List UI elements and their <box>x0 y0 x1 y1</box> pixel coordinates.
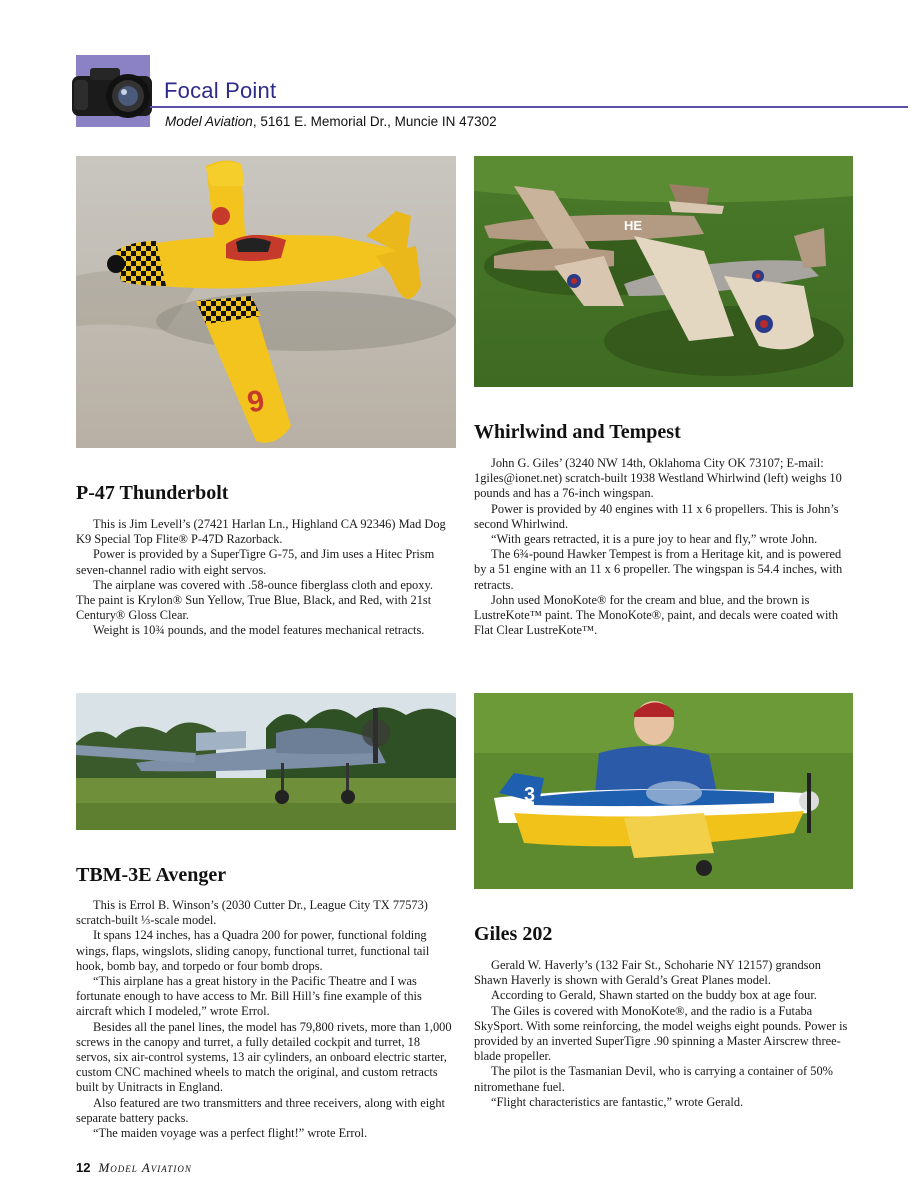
paragraph: The Giles is covered with MonoKote®, and the radio is a Futaba SkySport. With some reinforcing, the model weighs eight pounds. Power is provided by an inverted SuperTigre .90 spinning a Master Airscrew three-blade propeller. <box>474 1003 848 1064</box>
article-title-p47: P-47 Thunderbolt <box>76 482 229 504</box>
camera-icon <box>68 62 164 120</box>
paragraph: John used MonoKote® for the cream and blue, and the brown is LustreKote™ paint. The MonoKote®, paint, and decals were coated with Flat Clear LustreKote™. <box>474 592 839 638</box>
p47-photo <box>76 156 456 448</box>
address-text: , 5161 E. Memorial Dr., Muncie IN 47302 <box>252 114 497 129</box>
article-title-whirlwind: Whirlwind and Tempest <box>474 421 681 443</box>
paragraph: It spans 124 inches, has a Quadra 200 for power, functional folding wings, flaps, wingslots, sliding canopy, functional turret, functional tail hook, bomb bay, and torpedo or four bomb drops. <box>76 928 430 973</box>
paragraph: The 6¾-pound Hawker Tempest is from a Heritage kit, and is powered by a 51 engine with an 11 x 6 propeller. The wingspan is 54.4 inches, with retracts. <box>474 547 843 592</box>
paragraph: Gerald W. Haverly’s (132 Fair St., Schoharie NY 12157) grandson Shawn Haverly is shown with Gerald’s Great Planes model. <box>474 958 821 988</box>
paragraph: “The maiden voyage was a perfect flight!” wrote Errol. <box>93 1126 368 1141</box>
footer-magazine: Model Aviation <box>98 1160 192 1175</box>
header-rule <box>150 106 908 108</box>
paragraph: The pilot is the Tasmanian Devil, who is carrying a container of 50% nitromethane fuel. <box>474 1064 833 1094</box>
article-title-giles: Giles 202 <box>474 923 553 945</box>
paragraph: Power is provided by 40 engines with 11 x 6 propellers. This is John’s second Whirlwind. <box>474 501 839 531</box>
paragraph: “Flight characteristics are fantastic,” wrote Gerald. <box>491 1094 744 1109</box>
paragraph: According to Gerald, Shawn started on the buddy box at age four. <box>491 988 817 1003</box>
giles-photo <box>474 693 853 889</box>
article-body-whirlwind <box>474 456 852 638</box>
paragraph: This is Jim Levell’s (27421 Harlan Ln., Highland CA 92346) Mad Dog K9 Special Top Flite® P-47D Razorback. <box>76 517 446 547</box>
page-number: 12 <box>76 1160 91 1175</box>
whirlwind-tempest-photo <box>474 156 853 387</box>
article-body-avenger <box>76 898 454 1141</box>
paragraph: John G. Giles’ (3240 NW 14th, Oklahoma City OK 73107; E-mail: 1giles@ionet.net) scratch-built 1938 Westland Whirlwind (left) weighs 10 pounds and has a 76-inch wingspan. <box>474 456 842 501</box>
paragraph: Besides all the panel lines, the model has 79,800 rivets, more than 1,000 screws in the canopy and turret, a fully detailed cockpit and turret, 18 servos, six air-control systems, 13 air cylinders, an onboard electric starter, custom CNC machined wheels to match the original, and custom retracts built by Unitracts in England. <box>76 1019 452 1095</box>
paragraph: “This airplane has a great history in the Pacific Theatre and I was fortunate enough to have access to Mr. Bill Hill’s fine example of this aircraft which I modeled,” wrote Errol. <box>76 974 422 1019</box>
paragraph: Weight is 10¾ pounds, and the model features mechanical retracts. <box>93 623 425 638</box>
section-title: Focal Point <box>164 78 277 103</box>
page-footer <box>76 1160 192 1176</box>
article-body-giles <box>474 958 852 1110</box>
magazine-name: Model Aviation <box>165 114 253 129</box>
p47-number: 6 <box>244 382 267 418</box>
avenger-photo <box>76 693 456 830</box>
paragraph: Power is provided by a SuperTigre G-75, and Jim uses a Hitec Prism seven-channel radio with eight servos. <box>76 547 435 577</box>
magazine-address <box>165 114 497 129</box>
paragraph: “With gears retracted, it is a pure joy to hear and fly,” wrote John. <box>491 532 818 547</box>
article-body-p47 <box>76 517 454 639</box>
giles-number: 3 <box>524 784 536 806</box>
tempest-code: HE <box>624 218 643 233</box>
article-title-avenger: TBM-3E Avenger <box>76 864 227 886</box>
paragraph: This is Errol B. Winson’s (2030 Cutter Dr., League City TX 77573) scratch-built ⅓-scale model. <box>76 898 428 928</box>
paragraph: Also featured are two transmitters and three receivers, along with eight separate battery packs. <box>76 1095 445 1125</box>
paragraph: The airplane was covered with .58-ounce fiberglass cloth and epoxy. The paint is Krylon® Sun Yellow, True Blue, Black, and Red, with 21st Century® Gloss Clear. <box>76 577 433 623</box>
